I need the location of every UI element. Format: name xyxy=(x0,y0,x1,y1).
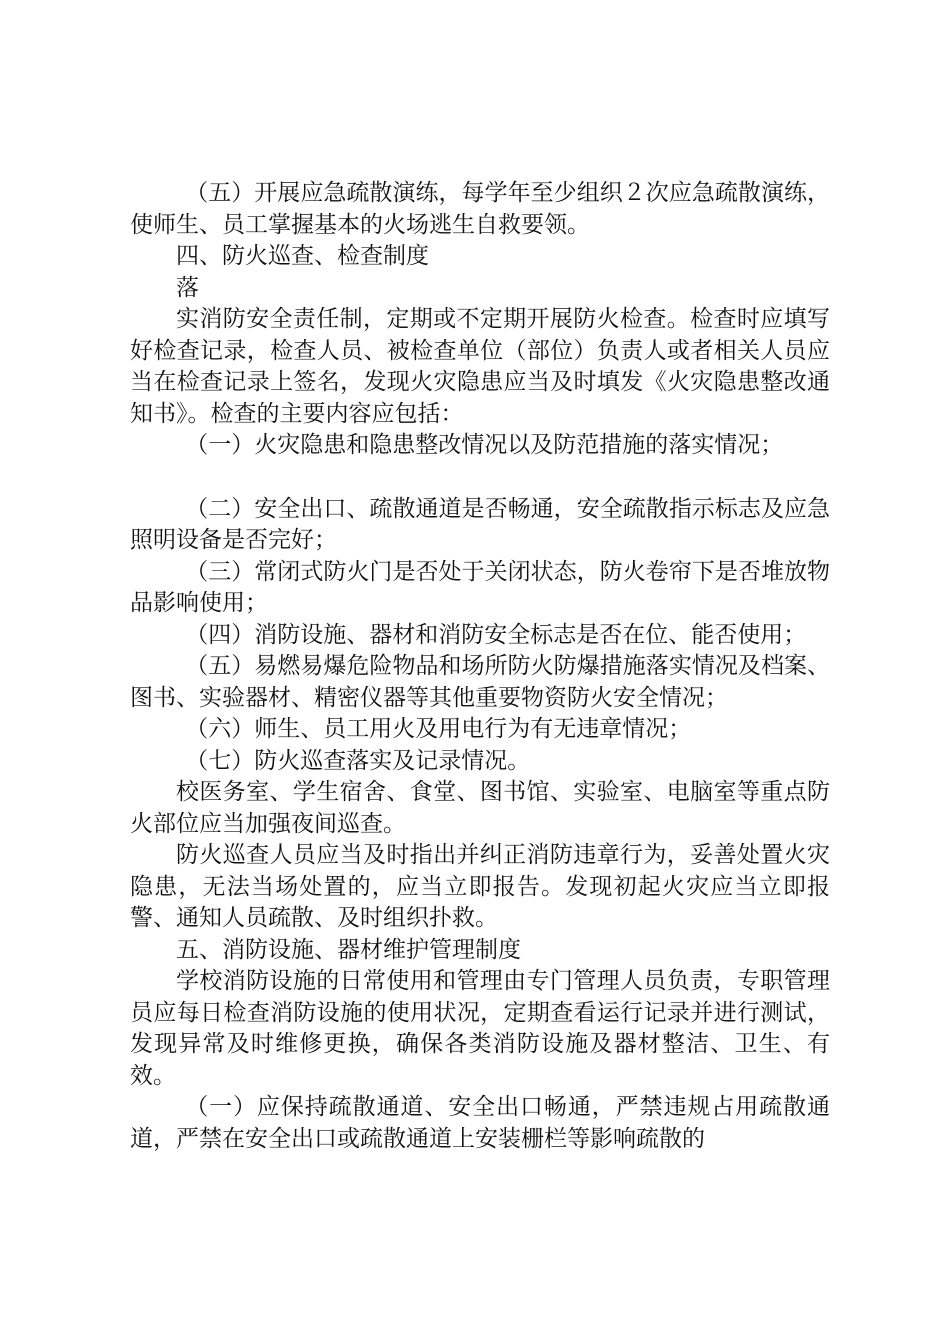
paragraph-key-locations: 校医务室、学生宿舍、食堂、图书馆、实验室、电脑室等重点防火部位应当加强夜间巡查。 xyxy=(130,779,830,837)
paragraph-facility-management: 学校消防设施的日常使用和管理由专门管理人员负责，专职管理员应每日检查消防设施的使用状况，定期查看运行记录并进行测试，发现异常及时维修更换，确保各类消防设施及器材整洁、卫生、有效。 xyxy=(130,968,830,1089)
paragraph-patrol-staff: 防火巡查人员应当及时指出并纠正消防违章行为，妥善处置火灾隐患，无法当场处置的，应当立即报告。发现初起火灾应当立即报警、通知人员疏散、及时组织扑救。 xyxy=(130,842,830,931)
section-heading-5: 五、消防设施、器材维护管理制度 xyxy=(176,936,521,963)
list-item-evacuation: （一）应保持疏散通道、安全出口畅通，严禁违规占用疏散通道，严禁在安全出口或疏散通道上安装栅栏等影响疏散的 xyxy=(130,1094,830,1152)
paragraph-fragment: 落 xyxy=(176,274,199,301)
list-item-3: （三）常闭式防火门是否处于关闭状态，防火卷帘下是否堆放物品影响使用； xyxy=(130,558,830,616)
list-item-7: （七）防火巡查落实及记录情况。 xyxy=(185,747,531,774)
list-item-5: （五）易燃易爆危险物品和场所防火防爆措施落实情况及档案、图书、实验器材、精密仪器等其他重要物资防火安全情况； xyxy=(130,653,830,711)
section-heading-4: 四、防火巡查、检查制度 xyxy=(176,243,429,269)
paragraph-inspection-intro: 实消防安全责任制，定期或不定期开展防火检查。检查时应填写好检查记录，检查人员、被检查单位（部位）负责人或者相关人员应当在检查记录上签名，发现火灾隐患应当及时填发《火灾隐患整改通知书》。检查的主要内容应包括： xyxy=(130,306,830,427)
blank-line xyxy=(130,462,830,494)
list-item-4: （四）消防设施、器材和消防安全标志是否在位、能否使用； xyxy=(185,621,807,648)
paragraph-drill: （五）开展应急疏散演练，每学年至少组织２次应急疏散演练，使师生、员工掌握基本的火场逃生自救要领。 xyxy=(130,180,830,238)
list-item-6: （六）师生、员工用火及用电行为有无违章情况； xyxy=(185,716,692,742)
document-body xyxy=(130,178,830,1155)
list-item-1: （一）火灾隐患和隐患整改情况以及防范措施的落实情况； xyxy=(185,432,784,458)
list-item-2: （二）安全出口、疏散通道是否畅通，安全疏散指示标志及应急照明设备是否完好； xyxy=(130,495,830,553)
